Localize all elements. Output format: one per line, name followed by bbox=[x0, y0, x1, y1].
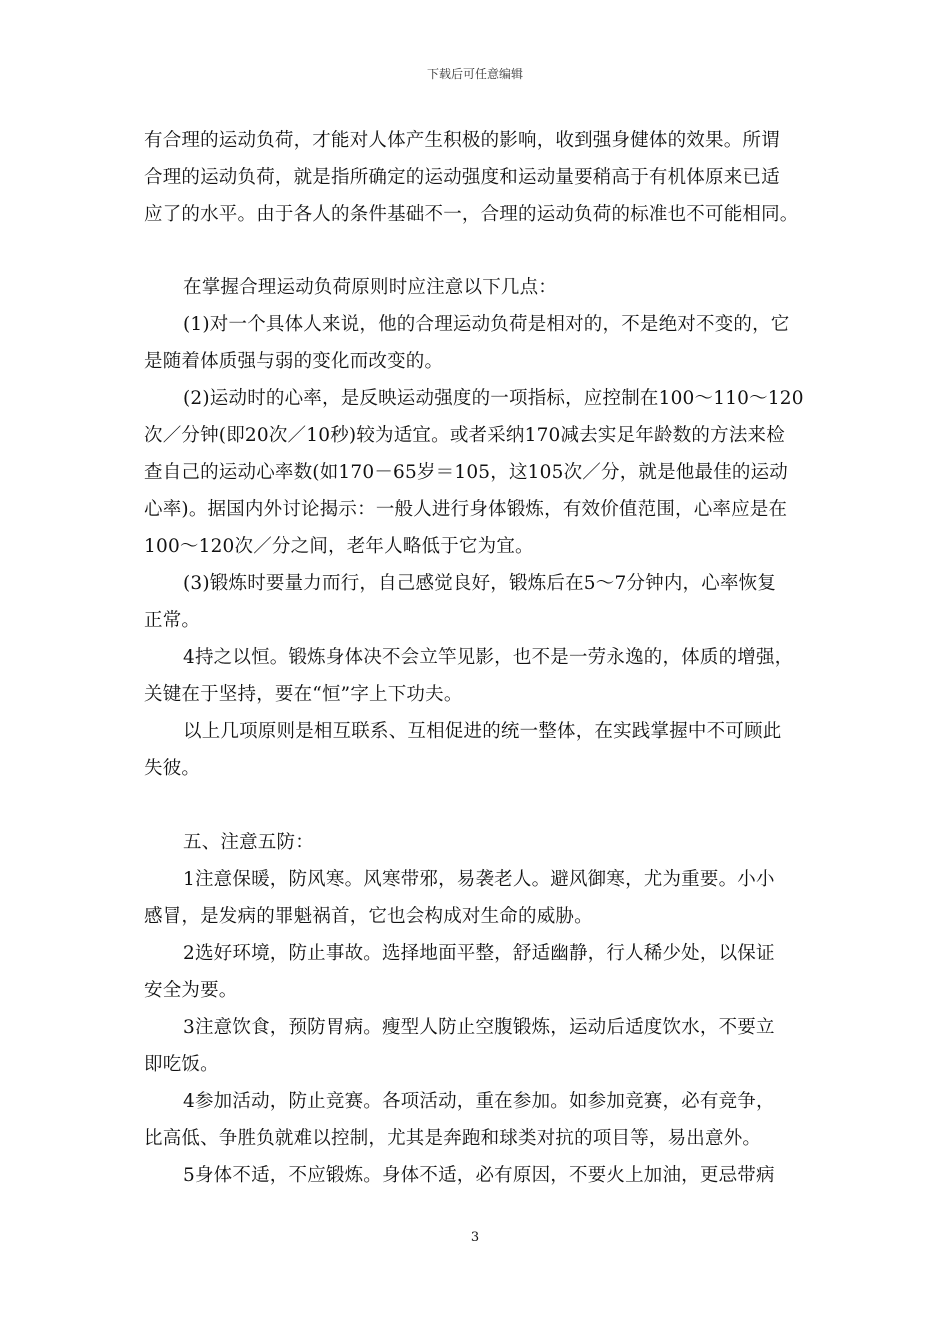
body-line: 4持之以恒。锻炼身体决不会立竿见影，也不是一劳永逸的，体质的增强， bbox=[183, 647, 794, 668]
body-line: 失彼。 bbox=[144, 758, 201, 779]
page-header: 下载后可任意编辑 bbox=[426, 67, 523, 81]
body-line: 100～120次／分之间，老年人略低于它为宜。 bbox=[144, 536, 534, 557]
body-line: 查自己的运动心率数(如170－65岁＝105，这105次／分，就是他最佳的运动 bbox=[144, 462, 788, 483]
body-line: 1注意保暖，防风寒。风寒带邪，易袭老人。避风御寒，尤为重要。小小 bbox=[183, 869, 775, 890]
body-line: (3)锻炼时要量力而行，自己感觉良好，锻炼后在5～7分钟内，心率恢复 bbox=[183, 573, 777, 594]
body-line: 应了的水平。由于各人的条件基础不一，合理的运动负荷的标准也不可能相同。 bbox=[144, 204, 799, 225]
page-number: 3 bbox=[470, 1230, 480, 1245]
body-line: 即吃饭。 bbox=[144, 1054, 219, 1075]
body-line: 关键在于坚持，要在“恒”字上下功夫。 bbox=[144, 684, 463, 705]
body-line: 有合理的运动负荷，才能对人体产生积极的影响，收到强身健体的效果。所谓 bbox=[144, 130, 780, 151]
body-line: 心率)。据国内外讨论揭示：一般人进行身体锻炼，有效价值范围，心率应是在 bbox=[144, 499, 788, 520]
body-line: 2选好环境，防止事故。选择地面平整，舒适幽静，行人稀少处，以保证 bbox=[183, 943, 775, 964]
body-line: (2)运动时的心率，是反映运动强度的一项指标，应控制在100～110～120 bbox=[183, 388, 804, 409]
body-line: 比高低、争胜负就难以控制，尤其是奔跑和球类对抗的项目等，易出意外。 bbox=[144, 1128, 762, 1149]
body-line: (1)对一个具体人来说，他的合理运动负荷是相对的，不是绝对不变的，它 bbox=[183, 314, 790, 335]
body-line: 在掌握合理运动负荷原则时应注意以下几点： bbox=[183, 277, 558, 298]
section-heading: 五、注意五防： bbox=[183, 832, 314, 853]
body-line: 安全为要。 bbox=[144, 980, 238, 1001]
body-line: 合理的运动负荷，就是指所确定的运动强度和运动量要稍高于有机体原来已适 bbox=[144, 167, 780, 188]
body-line: 5身体不适，不应锻炼。身体不适，必有原因，不要火上加油，更忌带病 bbox=[183, 1165, 775, 1186]
body-line: 以上几项原则是相互联系、互相促进的统一整体，在实践掌握中不可顾此 bbox=[183, 721, 782, 742]
body-line: 次／分钟(即20次／10秒)较为适宜。或者采纳170减去实足年龄数的方法来检 bbox=[144, 425, 785, 446]
body-line: 正常。 bbox=[144, 610, 201, 631]
body-line: 4参加活动，防止竞赛。各项活动，重在参加。如参加竞赛，必有竞争， bbox=[183, 1091, 775, 1112]
body-line: 是随着体质强与弱的变化而改变的。 bbox=[144, 351, 444, 372]
body-line: 3注意饮食，预防胃病。瘦型人防止空腹锻炼，运动后适度饮水，不要立 bbox=[183, 1017, 775, 1038]
body-line: 感冒，是发病的罪魁祸首，它也会构成对生命的威胁。 bbox=[144, 906, 593, 927]
